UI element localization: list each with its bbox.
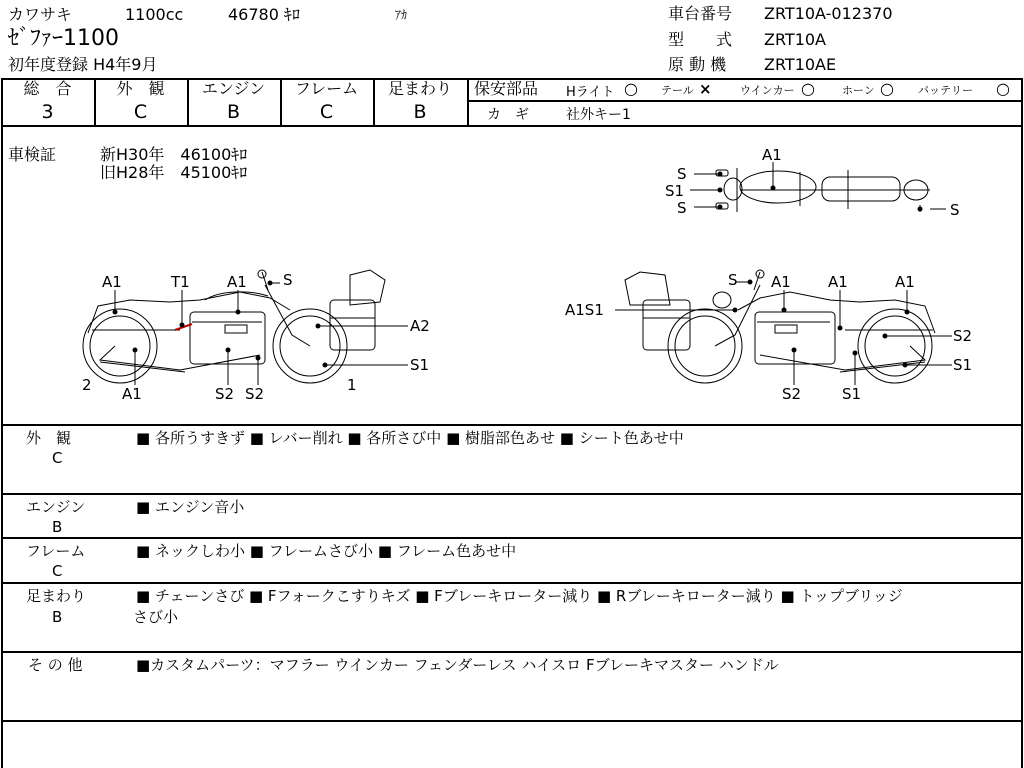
grade-div-5: [467, 78, 469, 126]
type-value: ZRT10A: [764, 30, 826, 49]
note-other-label: そ の 他: [28, 656, 83, 674]
bike-top-view: [716, 168, 930, 212]
damage-diagram: [0, 130, 1024, 430]
inspection-label: 車検証: [8, 145, 57, 164]
note-frame-grade: C: [52, 562, 63, 580]
engine-value: ZRT10AE: [764, 55, 837, 74]
note-exterior-label: 外 観: [26, 429, 72, 447]
mileage: 46780 ｷﾛ: [228, 5, 300, 24]
inspection-new: 新H30年 46100ｷﾛ: [100, 145, 248, 164]
top-label-s-rear: S: [950, 201, 960, 219]
grade-mid-line: [467, 100, 1022, 102]
key-value: 社外キー1: [566, 107, 631, 123]
notes-line-5: [1, 651, 1022, 653]
winker-mark: ○: [801, 79, 815, 98]
note-suspension-text: ■ チェーンさび ■ Fフォークこすりキズ ■ Fブレーキローター減り ■ Rブレーキローター減り ■ トップブリッジ: [136, 587, 903, 605]
left-label-s2-frame: S2: [245, 385, 265, 403]
left-label-a1-tank: A1: [227, 273, 247, 291]
note-exterior-grade: C: [52, 449, 63, 467]
note-engine-text: ■ エンジン音小: [136, 498, 245, 516]
notes-top-line: [1, 424, 1022, 426]
right-label-s1-rear: S1: [953, 356, 973, 374]
notes-line-3: [1, 537, 1022, 539]
horn-label: ホーン: [842, 84, 875, 97]
left-label-rear-wheel: 2: [82, 376, 92, 394]
key-label: カ ギ: [487, 107, 529, 123]
exterior-label: 外 観: [116, 79, 165, 98]
note-suspension-grade: B: [52, 608, 63, 626]
left-label-front-wheel: 1: [347, 376, 357, 394]
left-label-s-handle: S: [283, 271, 293, 289]
note-engine-grade: B: [52, 518, 63, 536]
engine-grade-label: エンジン: [201, 79, 266, 98]
frame-grade: C: [319, 101, 334, 123]
note-frame-text: ■ ネックしわ小 ■ フレームさび小 ■ フレーム色あせ中: [136, 542, 517, 560]
headlight-label: Hライト: [566, 85, 615, 100]
displacement: 1100cc: [125, 5, 184, 24]
engine-label: 原 動 機: [668, 55, 727, 74]
right-label-a1s1: A1S1: [565, 301, 604, 319]
right-label-a1-tank: A1: [771, 273, 791, 291]
winker-label: ウインカー: [740, 84, 795, 97]
overall-grade: 3: [41, 101, 54, 123]
model-name: ｾﾞﾌｧｰ1100: [8, 26, 119, 51]
battery-label: バッテリー: [918, 84, 973, 97]
grade-bottom-line: [1, 125, 1022, 127]
left-label-s1: S1: [410, 356, 430, 374]
notes-line-6: [1, 720, 1022, 722]
left-label-a1-muffler: A1: [122, 385, 142, 403]
suspension-label: 足まわり: [387, 79, 452, 98]
frame-label: フレーム: [294, 79, 359, 98]
top-label-s-upper: S: [677, 165, 687, 183]
top-label-a1: A1: [762, 146, 782, 164]
horn-mark: ○: [880, 79, 894, 98]
battery-mark: ○: [996, 79, 1010, 98]
headlight-mark: ○: [624, 79, 638, 98]
note-suspension-label: 足まわり: [26, 587, 87, 605]
note-engine-label: エンジン: [26, 498, 86, 516]
inspection-old: 旧H28年 45100ｷﾛ: [100, 163, 248, 182]
note-exterior-text: ■ 各所うすきず ■ レバー削れ ■ 各所さび中 ■ 樹脂部色あせ ■ シート色あせ中: [136, 429, 684, 447]
left-label-a2: A2: [410, 317, 430, 335]
color: ｱｶ: [395, 8, 408, 22]
right-label-a1-engine: A1: [828, 273, 848, 291]
maker: カワサキ: [8, 5, 73, 24]
safety-label: 保安部品: [474, 79, 539, 98]
note-suspension-text-2: さび小: [133, 608, 179, 626]
engine-grade: B: [226, 101, 241, 123]
right-label-s-handle: S: [728, 271, 738, 289]
top-label-s1: S1: [665, 182, 685, 200]
left-label-s2-engine: S2: [215, 385, 235, 403]
right-label-s2-engine: S2: [782, 385, 802, 403]
type-label: 型 式: [668, 30, 733, 49]
right-label-s2-rear: S2: [953, 327, 973, 345]
suspension-grade: B: [413, 101, 427, 123]
left-label-a1-seat: A1: [102, 273, 122, 291]
chassis-no: ZRT10A-012370: [764, 4, 893, 23]
taillight-label: テール: [661, 84, 694, 97]
top-label-s-lower: S: [677, 199, 687, 217]
taillight-mark: ×: [699, 80, 712, 98]
note-frame-label: フレーム: [26, 542, 86, 560]
exterior-grade: C: [133, 101, 148, 123]
overall-label: 総 合: [23, 79, 72, 98]
right-label-s1-frame: S1: [842, 385, 862, 403]
left-label-t1: T1: [171, 273, 190, 291]
notes-line-2: [1, 493, 1022, 495]
note-other-text: ■カスタムパーツ：マフラー ウインカー フェンダーレス ハイスロ Fブレーキマスター ハンドル: [136, 656, 779, 674]
first-registration: 初年度登録 H4年9月: [8, 55, 158, 74]
right-label-a1-seat: A1: [895, 273, 915, 291]
chassis-label: 車台番号: [668, 4, 733, 23]
notes-line-4: [1, 582, 1022, 584]
